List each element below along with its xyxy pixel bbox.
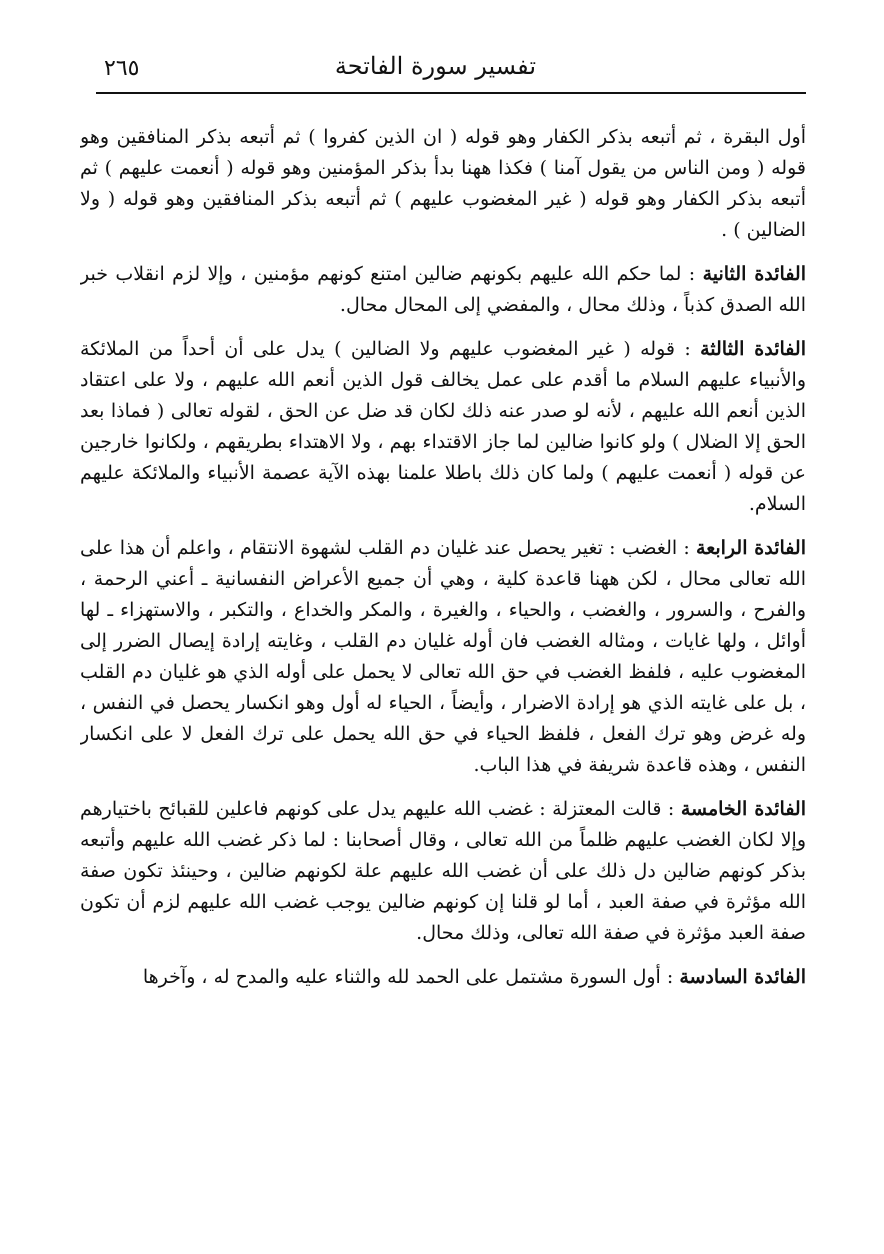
paragraph-heading: الفائدة الرابعة: [696, 537, 806, 559]
paragraph-text: أول البقرة ، ثم أتبعه بذكر الكفار وهو قوله ( ان الذين كفروا ) ثم أتبعه بذكر المنافقين وهو قوله ( ومن الناس من يقول آمنا ) فكذا ههنا بدأ بذكر المؤمنين وهو قوله ( أنعمت عليهم ) ثم أتبعه بذكر الكفار وهو قوله ( غير المغضوب عليهم ) ثم أتبعه بذكر المنافقين وهو قوله ( ولا الضالين ) .: [80, 126, 806, 241]
paragraph-2: [80, 259, 806, 321]
running-title: تفسير سورة الفاتحة: [334, 52, 536, 80]
page-header: [96, 46, 806, 94]
paragraph-text: : قالت المعتزلة : غضب الله عليهم يدل على كونهم فاعلين للقبائح باختيارهم وإلا لكان الغضب عليهم ظلماً من الله تعالى ، وقال أصحابنا : لما ذكر غضب الله عليهم وأتبعه بذكر كونهم ضالين دل ذلك على أن غضب الله عليهم علة لكونهم ضالين ، وحينئذ تكون صفة الله مؤثرة في صفة العبد ، أما لو قلنا إن كونهم ضالين يوجب غضب الله عليهم لزم أن تكون صفة العبد مؤثرة في صفة الله تعالى، وذلك محال.: [80, 798, 806, 944]
paragraph-text: : الغضب : تغير يحصل عند غليان دم القلب لشهوة الانتقام ، واعلم أن هذا على الله تعالى محال ، لكن ههنا قاعدة كلية ، وهي أن جميع الأعراض النفسانية ـ أعني الرحمة ، والفرح ، والسرور ، والغضب ، والحياء ، والغيرة ، والمكر والخداع ، والتكبر ، والاستهزاء ـ لها أوائل ، ولها غايات ، ومثاله الغضب فان أوله غليان دم القلب ، وغايته إرادة إيصال الضرر إلى المغضوب عليه ، فلفظ الغضب في حق الله تعالى لا يحمل على أوله الذي هو غليان دم القلب ، بل على غايته الذي هو إرادة الاضرار ، وأيضاً ، الحياء له أول وهو انكسار يحصل في النفس ، وله غرض وهو ترك الفعل ، فلفظ الحياء في حق الله يحمل على ترك الفعل لا على انكسار النفس ، وهذه قاعدة شريفة في هذا الباب.: [80, 537, 806, 776]
paragraph-4: [80, 533, 806, 781]
paragraph-text: : أول السورة مشتمل على الحمد لله والثناء عليه والمدح له ، وآخرها: [142, 966, 680, 988]
paragraph-1: [80, 122, 806, 246]
paragraph-heading: الفائدة الثالثة: [700, 338, 806, 360]
paragraph-3: [80, 334, 806, 520]
header-rule: [96, 92, 806, 94]
page-number: ٢٦٥: [104, 56, 140, 81]
paragraph-text: : قوله ( غير المغضوب عليهم ولا الضالين ) يدل على أن أحداً من الملائكة والأنبياء عليهم السلام ما أقدم على عمل يخالف قول الذين أنعم الله عليهم ، ولا على اعتقاد الذين أنعم الله عليهم ، لأنه لو صدر عنه ذلك لكان قد ضل عن الحق ، لقوله تعالى ( فماذا بعد الحق إلا الضلال ) ولو كانوا ضالين لما جاز الاقتداء بهم ، ولا الاهتداء بطريقهم ، ولكانوا خارجين عن قوله ( أنعمت عليهم ) ولما كان ذلك باطلا علمنا بهذه الآية عصمة الأنبياء والملائكة عليهم السلام.: [80, 338, 806, 515]
paragraph-5: [80, 794, 806, 949]
paragraph-heading: الفائدة الخامسة: [680, 798, 806, 820]
page-body: [80, 122, 806, 1132]
paragraph-6: [80, 962, 806, 993]
paragraph-heading: الفائدة الثانية: [702, 263, 806, 285]
paragraph-text: : لما حكم الله عليهم بكونهم ضالين امتنع كونهم مؤمنين ، وإلا لزم انقلاب خبر الله الصدق كذباً ، وذلك محال ، والمفضي إلى المحال محال.: [80, 263, 806, 316]
paragraph-heading: الفائدة السادسة: [679, 966, 806, 988]
